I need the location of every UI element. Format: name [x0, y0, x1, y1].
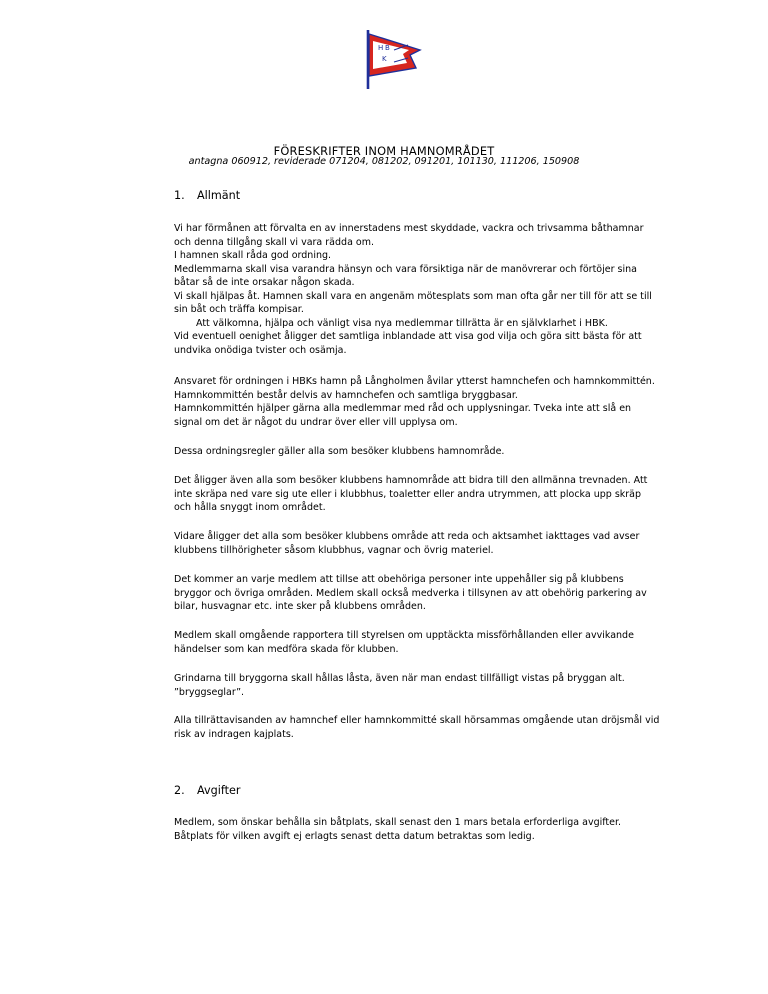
text-line: Båtplats för vilken avgift ej erlagts senast detta datum betraktas som ledig. [174, 830, 535, 842]
text-line: Att välkomna, hjälpa och vänligt visa nya medlemmar tillrätta är en självklarhet i HBK. [196, 317, 608, 329]
section-title: Avgifter [197, 784, 241, 797]
text-line: Vi har förmånen att förvalta en av innerstadens mest skyddade, vackra och trivsamma båthamnar [174, 223, 644, 234]
text-line: Det åligger även alla som besöker klubbens hamnområde att bidra till den allmänna trevnaden. Att [174, 475, 648, 486]
text-line: Dessa ordningsregler gäller alla som besöker klubbens hamnområde. [174, 446, 505, 457]
text-line: Alla tillrättavisanden av hamnchef eller hamnkommitté skall hörsammas omgående utan dröjsmål vid [174, 715, 660, 726]
paragraph [174, 375, 674, 429]
section-heading-allmant [174, 189, 240, 202]
section-number: 1. [174, 189, 185, 202]
text-line: händelser som kan medföra skada för klubben. [174, 643, 399, 655]
text-line: Vid eventuell oenighet åligger det samtliga inblandade att visa god vilja och göra sitt bästa för att [174, 331, 642, 342]
text-line: bryggor och övriga områden. Medlem skall också medverka i tillsynen av att obehörig parkering av [174, 587, 647, 599]
text-line: Vi skall hjälpas åt. Hamnen skall vara en angenäm mötesplats som man ofta går ner till för att se till [174, 290, 652, 302]
text-line: signal om det är något du undrar över eller vill upplysa om. [174, 416, 458, 428]
paragraph [174, 629, 674, 656]
text-line: och denna tillgång skall vi vara rädda om. [174, 236, 374, 248]
text-line: ”bryggseglar”. [174, 686, 245, 698]
svg-text:K: K [382, 55, 387, 63]
club-logo [364, 28, 422, 90]
text-line: Medlemmarna skall visa varandra hänsyn och vara försiktiga när de manövrerar och förtöjer sina [174, 263, 637, 275]
section-number: 2. [174, 784, 185, 797]
logo-lettering: H [378, 44, 384, 52]
text-line: Medlem, som önskar behålla sin båtplats, skall senast den 1 mars betala erforderliga avgifter. [174, 817, 622, 828]
text-line: Grindarna till bryggorna skall hållas låsta, även när man endast tillfälligt vistas på bryggan alt. [174, 673, 625, 684]
text-line: båtar så de inte orsakar någon skada. [174, 277, 355, 288]
paragraph [174, 474, 674, 515]
section-heading-avgifter [174, 784, 240, 797]
text-line: bilar, husvagnar etc. inte sker på klubbens områden. [174, 601, 426, 612]
text-line: Hamnkommittén består delvis av hamnchefen och samtliga bryggbasar. [174, 389, 518, 401]
text-line: risk av indragen kajplats. [174, 728, 294, 740]
section-title: Allmänt [197, 189, 241, 202]
paragraph [174, 445, 674, 459]
text-line: klubbens tillhörigheter såsom klubbhus, vagnar och övrig materiel. [174, 544, 494, 556]
document-subtitle: antagna 060912, reviderade 071204, 081202, 091201, 101130, 111206, 150908 [188, 156, 580, 167]
text-line: undvika onödiga tvister och osämja. [174, 344, 347, 356]
text-line: Hamnkommittén hjälper gärna alla medlemmar med råd och upplysningar. Tveka inte att slå en [174, 403, 632, 414]
paragraph [174, 222, 674, 357]
text-line: Medlem skall omgående rapportera till styrelsen om upptäckta missförhållanden eller avvikande [174, 630, 634, 641]
paragraph [174, 816, 674, 843]
paragraph [174, 573, 674, 614]
text-line: Vidare åligger det alla som besöker klubbens område att reda och aktsamhet iakttages vad avser [174, 531, 640, 542]
svg-text:B: B [385, 44, 390, 52]
document-title: FÖRESKRIFTER INOM HAMNOMRÅDET [273, 144, 495, 158]
text-line: sin båt och träffa kompisar. [174, 304, 304, 315]
text-line: och hålla snyggt inom området. [174, 502, 326, 513]
text-line: Det kommer an varje medlem att tillse att obehöriga personer inte uppehåller sig på klubbens [174, 574, 624, 585]
paragraph [174, 714, 674, 741]
text-line: Ansvaret för ordningen i HBKs hamn på Långholmen åvilar ytterst hamnchefen och hamnkommittén. [174, 376, 655, 387]
paragraph [174, 530, 674, 557]
text-line: I hamnen skall råda god ordning. [174, 250, 332, 261]
text-line: inte skräpa ned vare sig ute eller i klubbhus, toaletter eller andra utrymmen, att plocka upp skräp [174, 488, 642, 500]
paragraph [174, 672, 674, 699]
